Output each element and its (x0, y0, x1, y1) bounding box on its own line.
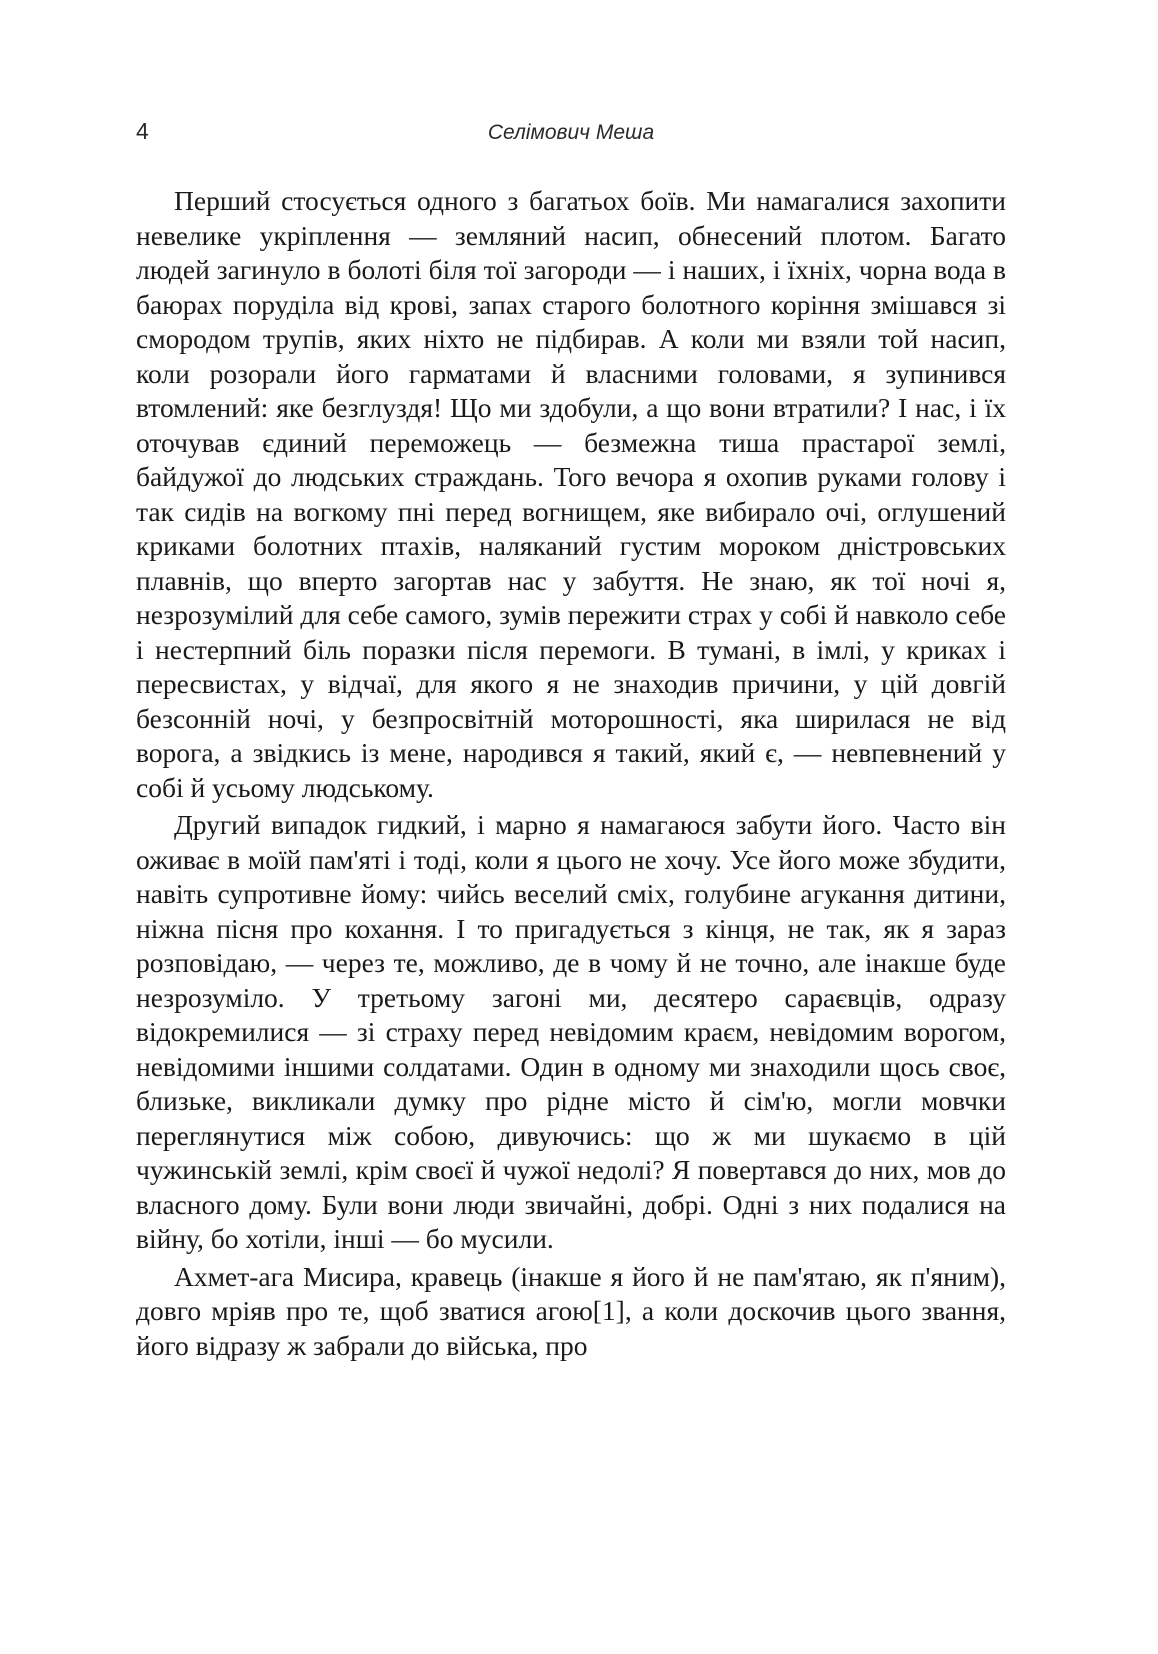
body-text (136, 184, 1006, 1366)
running-title: Селімович Меша (487, 121, 655, 144)
paragraph-3: Ахмет-ага Мисира, кравець (інакше я його й не пам'ятаю, як п'яним), довго мріяв про те, щоб зватися агою[1], а коли доскочив цього звання, його відразу ж забрали до війська, про (136, 1260, 1006, 1361)
paragraph-1: Перший стосується одного з багатьох боїв. Ми намагалися захопити невелике укріплення — земляний насип, обнесений плотом. Багато людей загинуло в болоті біля тої загороди — і наших, і їхніх, чорна вода в баюрах порудiла від крові, запах старого болотного коріння змішався зі смородом трупів, яких ніхто не підбирав. А коли ми взяли той насип, коли розорали його гарматами й власними головами, я зупинився втомлений: яке безглуздя! Що ми здобули, а що вони втратили? І нас, і їх оточував єдиний переможець — безмежна тиша прастарої землі, байдужої до людських страждань. Того вечора я охопив руками голову і так сидів на вогкому пні перед вогнищем, яке вибирало очі, оглушений криками болотних птахів, наляканий густим мороком дністровських плавнів, що вперто загортав нас у забуття. Не знаю, як тої ночі я, незрозумілий для себе самого, зумів пережити страх у собі й навколо себе і нестерпний біль поразки після перемоги. В тумані, в імлі, у криках і пересвистах, у відчаї, для якого я не знаходив причини, у цій довгій безсонній ночі, у безпросвітній моторошності, яка ширилася не від ворога, а звідкись із мене, народився я такий, який є, — невпевнений у собі й усьому людському. (136, 185, 1006, 803)
page-header (136, 118, 1006, 152)
page-number: 4 (136, 118, 149, 144)
paragraph-2: Другий випадок гидкий, і марно я намагаюся забути його. Часто він оживає в моїй пам'яті і тоді, коли я цього не хочу. Усе його може збудити, навіть супротивне йому: чийсь веселий сміх, голубине агукання дитини, ніжна пісня про кохання. І то пригадується з кінця, не так, як я зараз розповідаю, — через те, можливо, де в чому й не точно, але інакше буде незрозуміло. У третьому загоні ми, десятеро сараєвців, одразу відокремилися — зі страху перед невідомим краєм, невідомим ворогом, невідомими іншими солдатами. Один в одному ми знаходили щось своє, близьке, викликали думку про рідне місто й сім'ю, могли мовчки переглянутися між собою, дивуючись: що ж ми шукаємо в цій чужинській землі, крім своєї й чужої недолі? Я повертався до них, мов до власного дому. Були вони люди звичайні, добрі. Одні з них подалися на війну, бо хотіли, інші — бо мусили. (136, 809, 1006, 1254)
